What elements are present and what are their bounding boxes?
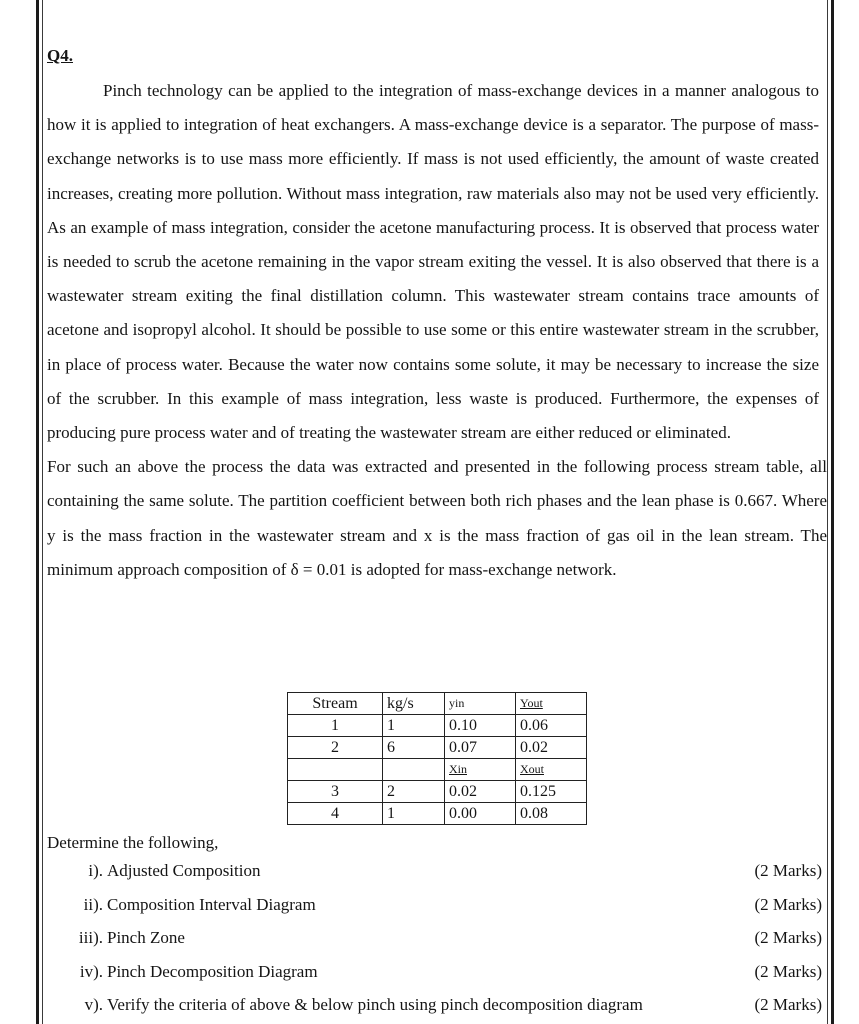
question-number: Q4. — [47, 46, 73, 65]
task-marks: (2 Marks) — [754, 961, 822, 981]
cell-stream: 1 — [288, 715, 383, 737]
task-marks: (2 Marks) — [754, 995, 822, 1014]
task-marks: (2 Marks) — [754, 861, 822, 880]
task-marks: (2 Marks) — [754, 928, 822, 947]
cell-empty — [288, 759, 383, 781]
task-text: Verify the criteria of above & below pinch using pinch decomposition diagram — [107, 995, 643, 1014]
task-text: Adjusted Composition — [107, 861, 261, 880]
stream-table — [287, 692, 587, 825]
cell-in: 0.00 — [445, 803, 516, 825]
header-xout: Xout — [516, 759, 587, 781]
cell-out: 0.02 — [516, 737, 587, 759]
task-item — [47, 955, 822, 989]
cell-stream: 2 — [288, 737, 383, 759]
cell-out: 0.125 — [516, 781, 587, 803]
table-lean-header-row — [288, 759, 587, 781]
task-item — [47, 888, 822, 922]
question-body — [47, 40, 827, 587]
header-stream: Stream — [288, 693, 383, 715]
task-text: Pinch Zone — [107, 928, 185, 947]
cell-kgs: 2 — [383, 781, 445, 803]
task-number: ii). — [83, 894, 103, 914]
task-lead: Determine the following, — [47, 833, 219, 852]
paragraph-data: For such an above the process the data was extracted and presented in the following process stream table, all containing the same solute. The partition coefficient between both rich phases and the lean phase is 0.667. Where y is the mass fraction in the wastewater stream and x is the mass fraction of gas oil in the lean stream. The minimum approach composition of δ = 0.01 is adopted for mass-exchange network. — [47, 457, 827, 579]
paragraph-intro: Pinch technology can be applied to the integration of mass-exchange devices in a manner analogous to how it is applied to integration of heat exchangers. A mass-exchange device is a separator. The purpose of mass-exchange networks is to use mass more efficiently. If mass is not used efficiently, the amount of waste created increases, creating more pollution. Without mass integration, raw materials also may not be used very efficiently. As an example of mass integration, consider the acetone manufacturing process. It is observed that process water is needed to scrub the acetone remaining in the vapor stream exiting the vessel. It is also observed that there is a wastewater stream exiting the final distillation column. This wastewater stream contains trace amounts of acetone and isopropyl alcohol. It should be possible to use some or this entire wastewater stream in the scrubber, in place of process water. Because the water now contains some solute, it may be necessary to increase the size of the scrubber. In this example of mass integration, less waste is produced. Furthermore, the expenses of producing pure process water and of treating the wastewater stream are either reduced or eliminated. — [47, 81, 819, 443]
task-marks: (2 Marks) — [754, 894, 822, 914]
cell-stream: 4 — [288, 803, 383, 825]
cell-in: 0.10 — [445, 715, 516, 737]
cell-kgs: 1 — [383, 803, 445, 825]
task-text: Composition Interval Diagram — [107, 894, 316, 914]
table-header-row — [288, 693, 587, 715]
task-number: iv). — [79, 961, 103, 981]
cell-empty — [383, 759, 445, 781]
cell-stream: 3 — [288, 781, 383, 803]
cell-out: 0.06 — [516, 715, 587, 737]
task-item — [47, 988, 822, 1022]
task-text: Pinch Decomposition Diagram — [107, 961, 318, 981]
left-margin-line — [42, 0, 43, 1024]
header-yin: yin — [445, 693, 516, 715]
header-xin: Xin — [445, 759, 516, 781]
table-row — [288, 803, 587, 825]
cell-out: 0.08 — [516, 803, 587, 825]
cell-in: 0.07 — [445, 737, 516, 759]
table-row — [288, 715, 587, 737]
task-item — [47, 854, 822, 888]
task-number: i). — [88, 861, 103, 880]
cell-kgs: 1 — [383, 715, 445, 737]
task-number: v). — [84, 995, 103, 1014]
task-item — [47, 921, 822, 955]
table-row — [288, 781, 587, 803]
right-margin-line — [827, 0, 828, 1024]
table-row — [288, 737, 587, 759]
header-kgs: kg/s — [383, 693, 445, 715]
task-number: iii). — [78, 928, 103, 947]
task-list — [47, 832, 822, 1022]
cell-in: 0.02 — [445, 781, 516, 803]
cell-kgs: 6 — [383, 737, 445, 759]
header-yout: Yout — [516, 693, 587, 715]
